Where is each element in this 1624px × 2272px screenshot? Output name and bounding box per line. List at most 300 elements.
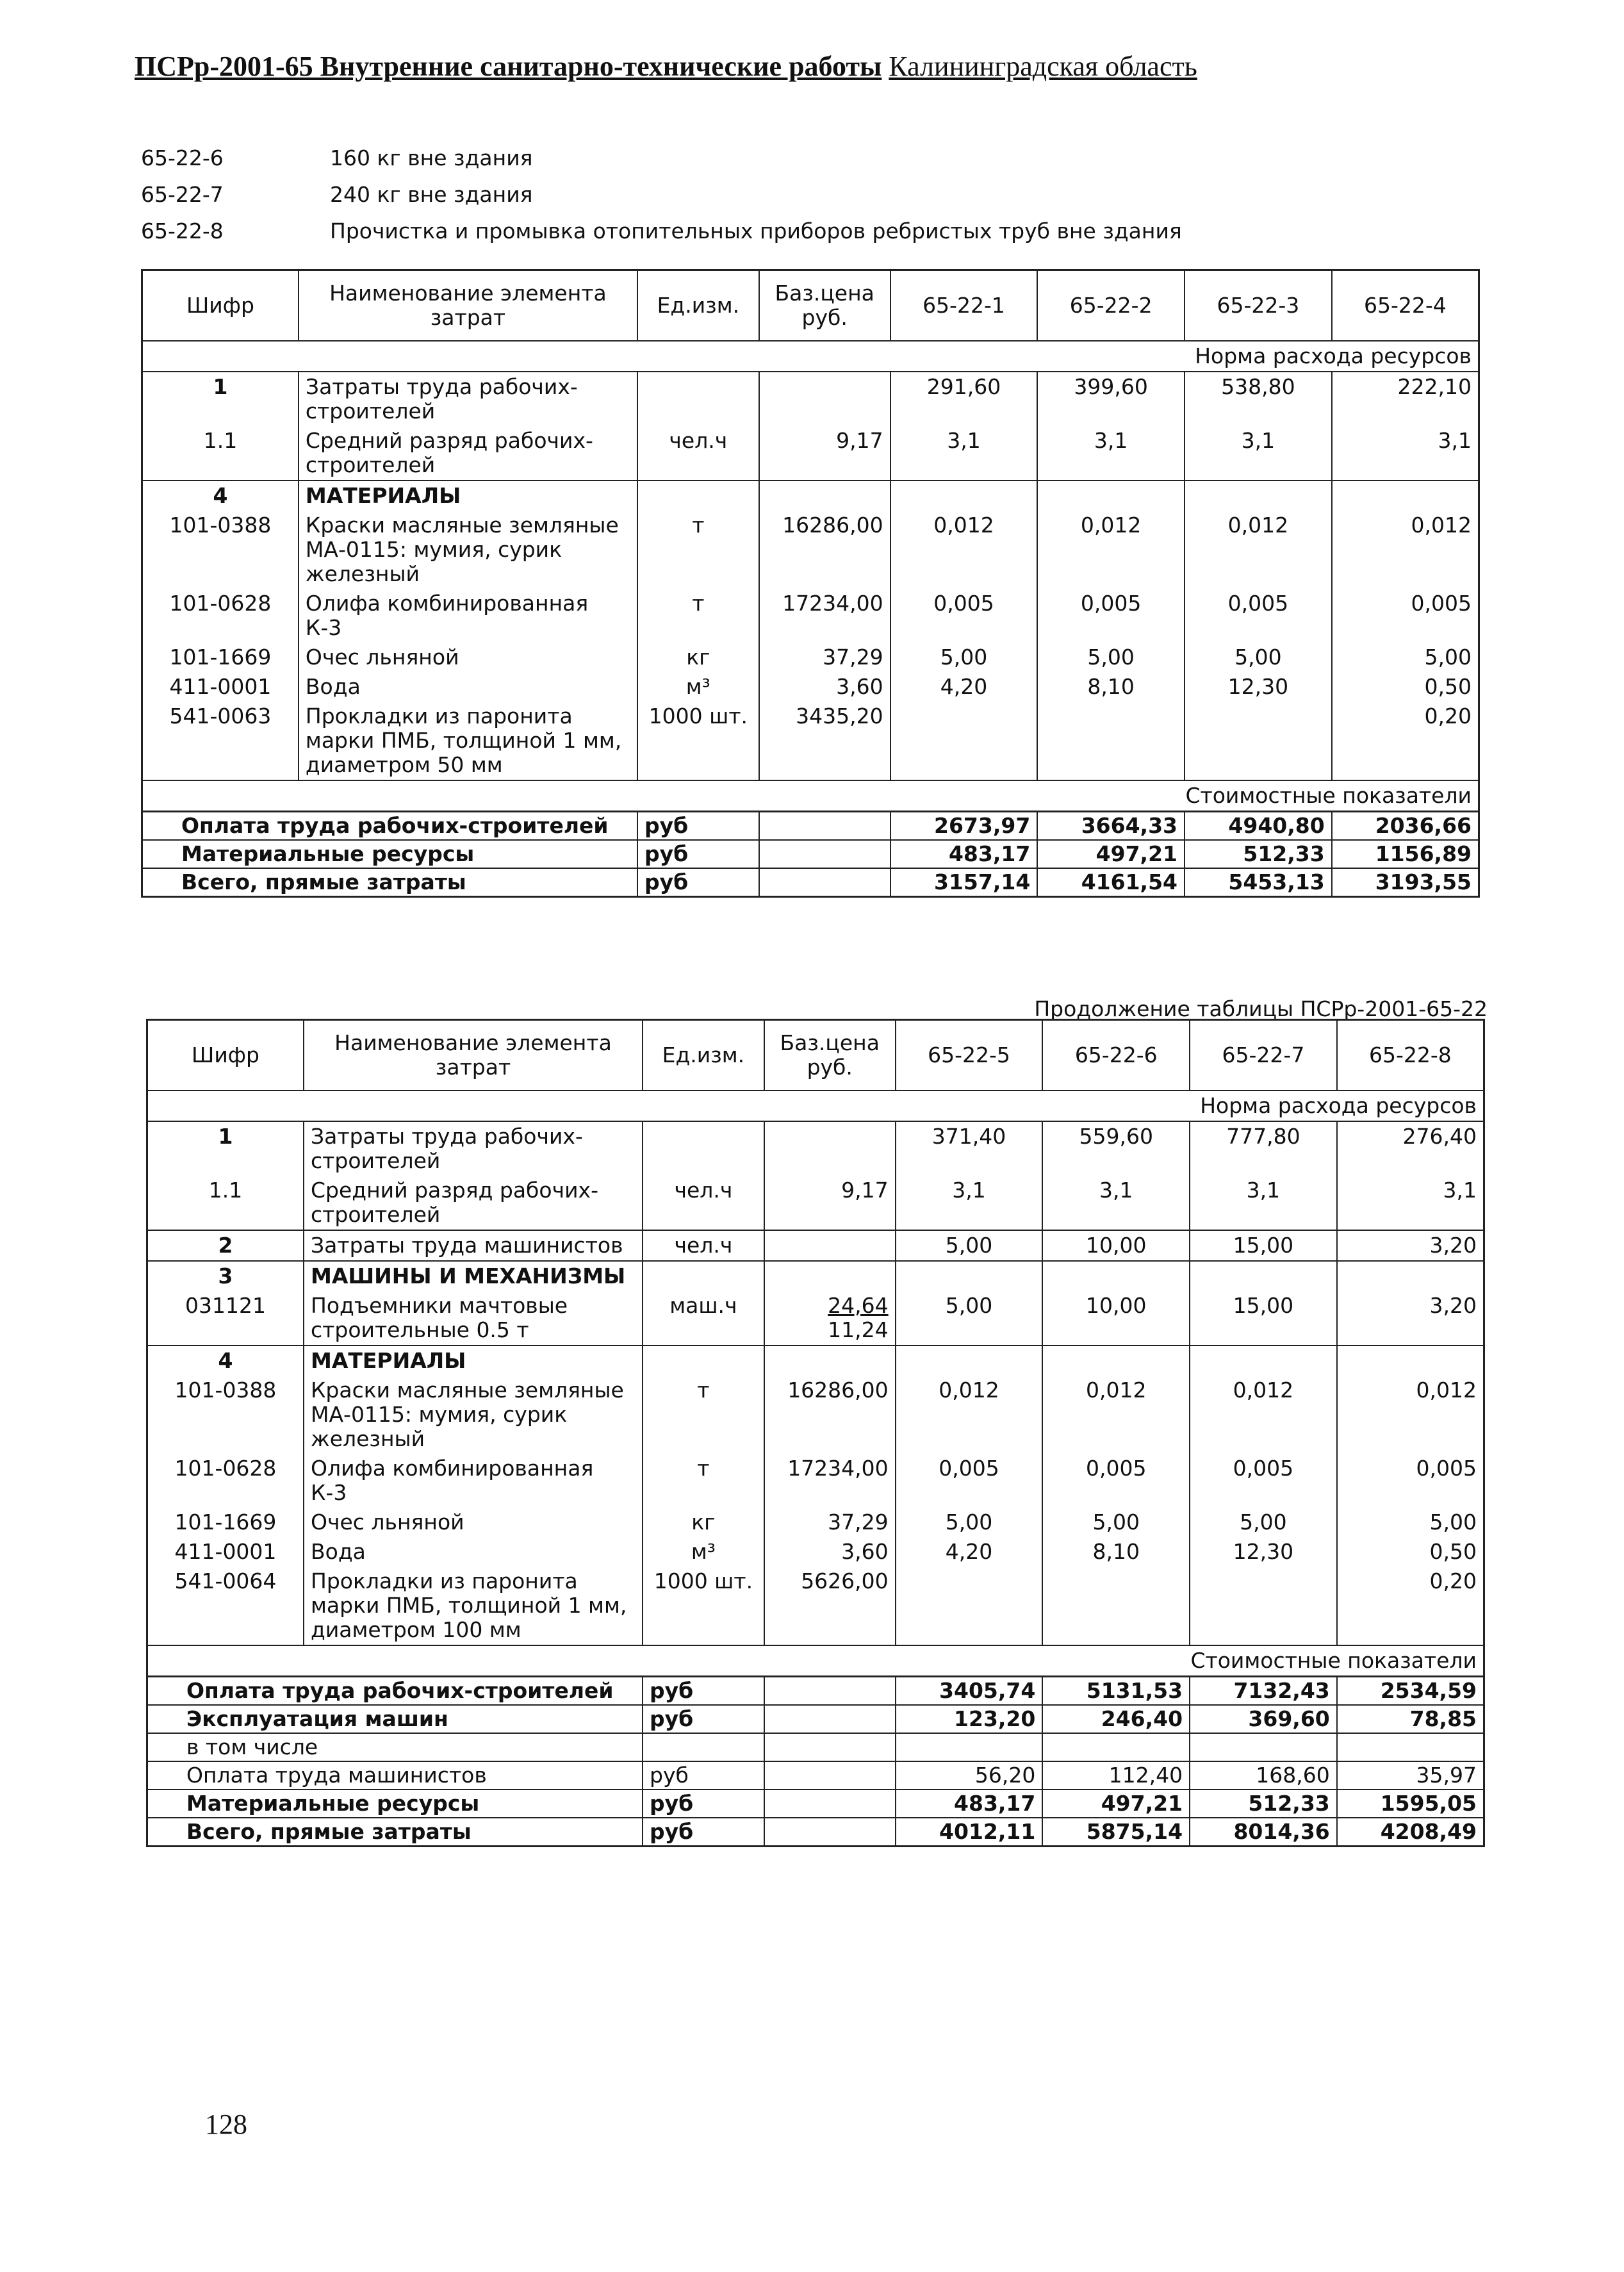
table-row <box>142 672 1479 702</box>
summary-value: 3193,55 <box>1332 868 1479 897</box>
cell-code: 1.1 <box>142 426 299 481</box>
cell-unit <box>643 1261 764 1291</box>
cell-name: Затраты труда машинистов <box>304 1230 643 1261</box>
cell-value: 5,00 <box>896 1230 1043 1261</box>
cell-value <box>896 1346 1043 1376</box>
cell-unit: м³ <box>637 672 759 702</box>
cell-price <box>764 1567 896 1645</box>
summary-value: 1156,89 <box>1332 840 1479 868</box>
cell-price <box>759 672 890 702</box>
table-row <box>142 702 1479 780</box>
summary-value: 35,97 <box>1337 1761 1484 1790</box>
summary-unit: руб <box>637 812 759 841</box>
cell-code: 2 <box>147 1230 304 1261</box>
summary-value: 2673,97 <box>890 812 1038 841</box>
summary-value: 5875,14 <box>1042 1818 1190 1847</box>
table-row <box>147 1230 1484 1261</box>
summary-value: 168,60 <box>1190 1761 1337 1790</box>
col-variant-header: 65-22-6 <box>1042 1020 1190 1091</box>
col-code-header: Шифр <box>142 270 299 342</box>
cell-code: 101-0388 <box>147 1376 304 1454</box>
price-value: 37,29 <box>823 645 883 670</box>
cell-code: 031121 <box>147 1291 304 1346</box>
table-row <box>147 1261 1484 1291</box>
summary-unit: руб <box>643 1790 764 1818</box>
band-row <box>147 1091 1484 1121</box>
intro-text: 240 кг вне здания <box>330 182 533 207</box>
resource-table <box>146 1019 1485 1847</box>
band-row <box>142 341 1479 372</box>
price-value: 37,29 <box>828 1510 889 1535</box>
summary-price <box>764 1818 896 1847</box>
cost-band-label: Стоимостные показатели <box>147 1645 1484 1677</box>
intro-list <box>141 140 1182 249</box>
summary-price <box>764 1790 896 1818</box>
header-row <box>147 1020 1484 1091</box>
cell-unit: т <box>637 511 759 589</box>
cell-value: 15,00 <box>1190 1230 1337 1261</box>
cell-value <box>1037 481 1185 511</box>
col-name-header: Наименование элемента затрат <box>304 1020 643 1091</box>
header-region: Калининградская область <box>889 51 1197 82</box>
summary-value: 2036,66 <box>1332 812 1479 841</box>
cell-value: 0,50 <box>1429 1539 1477 1564</box>
cell-value: 0,005 <box>1042 1454 1190 1508</box>
table-row <box>147 1454 1484 1508</box>
page-number: 128 <box>205 2109 247 2140</box>
intro-item <box>141 176 1182 213</box>
cell-name: Затраты труда рабочих-строителей <box>299 372 637 426</box>
summary-row <box>147 1761 1484 1790</box>
header-row <box>142 270 1479 342</box>
summary-value: 512,33 <box>1190 1790 1337 1818</box>
price-value: 17234,00 <box>787 1456 889 1481</box>
table-row <box>147 1376 1484 1454</box>
cell-name: Олифа комбинированная К-3 <box>304 1454 643 1508</box>
cell-value: 15,00 <box>1190 1291 1337 1346</box>
cell-value: 3,1 <box>1185 426 1332 481</box>
cell-price <box>764 1176 896 1230</box>
cell-value <box>1337 1261 1484 1291</box>
cell-value: 3,1 <box>1037 426 1185 481</box>
cell-code: 1 <box>142 372 299 426</box>
cell-unit: чел.ч <box>637 426 759 481</box>
cell-name: Подъемники мачтовые строительные 0.5 т <box>304 1291 643 1346</box>
intro-text: Прочистка и промывка отопительных приборов ребристых труб вне здания <box>330 218 1182 243</box>
cell-unit: т <box>637 589 759 643</box>
summary-value: 4161,54 <box>1037 868 1185 897</box>
norm-band-label: Норма расхода ресурсов <box>142 341 1479 372</box>
col-price-header: Баз.цена руб. <box>759 270 890 342</box>
price-value-2: 11,24 <box>828 1317 889 1342</box>
cell-value: 0,012 <box>890 511 1038 589</box>
cell-code: 411-0001 <box>142 672 299 702</box>
cell-value <box>1337 1346 1484 1376</box>
cell-price <box>764 1508 896 1537</box>
table-row <box>147 1291 1484 1346</box>
cell-value <box>890 481 1038 511</box>
page-header <box>135 50 1197 83</box>
cell-code: 101-0628 <box>147 1454 304 1508</box>
cell-code: 4 <box>147 1346 304 1376</box>
summary-row <box>147 1705 1484 1733</box>
col-variant-header: 65-22-5 <box>896 1020 1043 1091</box>
summary-value: 497,21 <box>1037 840 1185 868</box>
table-row <box>147 1567 1484 1645</box>
norm-band-label: Норма расхода ресурсов <box>147 1091 1484 1121</box>
cell-value: 0,012 <box>1190 1376 1337 1454</box>
cell-value: 0,20 <box>1337 1567 1484 1645</box>
summary-unit <box>643 1733 764 1761</box>
col-variant-header: 65-22-3 <box>1185 270 1332 342</box>
cell-name: Затраты труда рабочих-строителей <box>304 1121 643 1176</box>
cell-value <box>1042 1261 1190 1291</box>
summary-name: Оплата труда рабочих-строителей <box>147 1677 643 1706</box>
cell-price <box>764 1537 896 1567</box>
summary-name: Материальные ресурсы <box>147 1790 643 1818</box>
summary-unit: руб <box>643 1761 764 1790</box>
cell-name: Краски масляные земляные МА-0115: мумия, сурик железный <box>304 1376 643 1454</box>
summary-value: 3157,14 <box>890 868 1038 897</box>
cell-price <box>764 1121 896 1176</box>
cell-value: 538,80 <box>1185 372 1332 426</box>
summary-value: 5131,53 <box>1042 1677 1190 1706</box>
cell-value: 0,005 <box>1190 1454 1337 1508</box>
summary-value: 246,40 <box>1042 1705 1190 1733</box>
table-row <box>142 426 1479 481</box>
cell-unit: чел.ч <box>643 1230 764 1261</box>
header-title: ПСРр-2001-65 Внутренние санитарно-технические работы <box>135 51 882 82</box>
cell-value: 5,00 <box>1190 1508 1337 1537</box>
cell-value <box>1190 1346 1337 1376</box>
summary-value <box>1190 1733 1337 1761</box>
cell-value: 0,012 <box>1037 511 1185 589</box>
summary-row <box>142 812 1479 841</box>
cell-value: 0,005 <box>1037 589 1185 643</box>
intro-code: 65-22-6 <box>141 145 224 170</box>
cell-price <box>759 643 890 672</box>
summary-value: 7132,43 <box>1190 1677 1337 1706</box>
cell-value: 3,20 <box>1337 1230 1484 1261</box>
summary-name: Всего, прямые затраты <box>147 1818 643 1847</box>
cell-unit <box>643 1121 764 1176</box>
table-row <box>142 643 1479 672</box>
cell-value: 559,60 <box>1042 1121 1190 1176</box>
cell-name: Краски масляные земляные МА-0115: мумия, сурик железный <box>299 511 637 589</box>
cell-value: 10,00 <box>1042 1291 1190 1346</box>
cell-value: 3,1 <box>890 426 1038 481</box>
summary-name: Материальные ресурсы <box>142 840 637 868</box>
cell-value: 5,00 <box>1429 1510 1477 1535</box>
summary-value: 3664,33 <box>1037 812 1185 841</box>
col-variant-header: 65-22-4 <box>1332 270 1479 342</box>
intro-item <box>141 213 1182 249</box>
cell-value: 0,005 <box>1185 589 1332 643</box>
summary-price <box>764 1761 896 1790</box>
summary-unit: руб <box>637 840 759 868</box>
cell-value: 3,1 <box>1332 426 1479 481</box>
cell-unit: м³ <box>643 1537 764 1567</box>
summary-price <box>764 1733 896 1761</box>
cell-price <box>759 702 890 780</box>
cell-name: Прокладки из паронита марки ПМБ, толщиной 1 мм, диаметром 50 мм <box>299 702 637 780</box>
col-unit-header: Ед.изм. <box>637 270 759 342</box>
cell-unit: 1000 шт. <box>637 702 759 780</box>
col-unit-header: Ед.изм. <box>643 1020 764 1091</box>
cost-band-label: Стоимостные показатели <box>142 780 1479 812</box>
table-row <box>147 1508 1484 1537</box>
price-value: 3,60 <box>836 674 883 699</box>
summary-unit: руб <box>637 868 759 897</box>
cell-code: 101-0628 <box>142 589 299 643</box>
cell-value <box>890 702 1038 780</box>
summary-name: Оплата труда машинистов <box>147 1761 643 1790</box>
price-value: 16286,00 <box>782 513 883 538</box>
cell-unit: кг <box>637 643 759 672</box>
summary-value: 8014,36 <box>1190 1818 1337 1847</box>
continuation-caption: Продолжение таблицы ПСРр-2001-65-22 <box>1034 996 1488 1021</box>
cell-price <box>764 1346 896 1376</box>
cell-value: 3,1 <box>896 1176 1043 1230</box>
intro-text: 160 кг вне здания <box>330 145 533 170</box>
cell-value <box>1037 702 1185 780</box>
intro-item <box>141 140 1182 176</box>
intro-code: 65-22-8 <box>141 218 224 243</box>
cell-name: Прокладки из паронита марки ПМБ, толщиной 1 мм, диаметром 100 мм <box>304 1567 643 1645</box>
cell-code: 541-0063 <box>142 702 299 780</box>
cell-unit <box>643 1346 764 1376</box>
cell-unit: кг <box>643 1508 764 1537</box>
cell-value: 5,00 <box>896 1508 1043 1537</box>
cell-value: 0,012 <box>1042 1376 1190 1454</box>
col-price-header: Баз.цена руб. <box>764 1020 896 1091</box>
summary-value: 5453,13 <box>1185 868 1332 897</box>
summary-value: 1595,05 <box>1337 1790 1484 1818</box>
cell-value: 0,012 <box>896 1376 1043 1454</box>
table-row <box>142 372 1479 426</box>
cell-value <box>896 1567 1043 1645</box>
col-variant-header: 65-22-8 <box>1337 1020 1484 1091</box>
resource-table <box>141 269 1480 898</box>
price-value: 16286,00 <box>787 1378 889 1403</box>
cell-value <box>1185 481 1332 511</box>
price-value: 3,60 <box>841 1539 889 1564</box>
summary-name: Всего, прямые затраты <box>142 868 637 897</box>
cell-code: 3 <box>147 1261 304 1291</box>
cell-unit: т <box>643 1376 764 1454</box>
table-row <box>147 1537 1484 1567</box>
cell-value: 0,005 <box>1411 591 1472 616</box>
summary-name: в том числе <box>147 1733 643 1761</box>
summary-value: 4012,11 <box>896 1818 1043 1847</box>
table-row <box>147 1176 1484 1230</box>
cell-name: Вода <box>299 672 637 702</box>
summary-name: Оплата труда рабочих-строителей <box>142 812 637 841</box>
summary-price <box>764 1677 896 1706</box>
cell-value: 5,00 <box>1185 643 1332 672</box>
table-row <box>142 589 1479 643</box>
cell-value: 3,20 <box>1337 1291 1484 1346</box>
cell-code: 4 <box>142 481 299 511</box>
summary-unit: руб <box>643 1705 764 1733</box>
summary-value: 497,21 <box>1042 1790 1190 1818</box>
cell-value: 5,00 <box>890 643 1038 672</box>
summary-value: 3405,74 <box>896 1677 1043 1706</box>
summary-unit: руб <box>643 1818 764 1847</box>
col-variant-header: 65-22-2 <box>1037 270 1185 342</box>
cell-name: Очес льняной <box>299 643 637 672</box>
cell-name: МАТЕРИАЛЫ <box>304 1346 643 1376</box>
cell-unit <box>637 481 759 511</box>
price-value: 24,64 <box>828 1293 889 1318</box>
summary-row <box>142 868 1479 897</box>
summary-value: 123,20 <box>896 1705 1043 1733</box>
price-value: 3435,20 <box>796 704 883 729</box>
summary-value: 56,20 <box>896 1761 1043 1790</box>
table-row <box>147 1121 1484 1176</box>
cell-price <box>764 1376 896 1454</box>
cell-value <box>896 1261 1043 1291</box>
cell-price <box>764 1261 896 1291</box>
cell-unit: маш.ч <box>643 1291 764 1346</box>
cell-value: 0,20 <box>1332 702 1479 780</box>
summary-value: 2534,59 <box>1337 1677 1484 1706</box>
summary-value: 512,33 <box>1185 840 1332 868</box>
cell-unit <box>637 372 759 426</box>
price-value: 5626,00 <box>801 1568 889 1593</box>
summary-row <box>142 840 1479 868</box>
cell-price <box>759 481 890 511</box>
cell-name: Средний разряд рабочих-строителей <box>299 426 637 481</box>
cell-unit: чел.ч <box>643 1176 764 1230</box>
cell-value <box>1332 481 1479 511</box>
cell-value: 371,40 <box>896 1121 1043 1176</box>
cell-name: Очес льняной <box>304 1508 643 1537</box>
cell-value: 399,60 <box>1037 372 1185 426</box>
summary-value: 483,17 <box>896 1790 1043 1818</box>
cell-value: 0,005 <box>890 589 1038 643</box>
summary-price <box>764 1705 896 1733</box>
intro-code: 65-22-7 <box>141 182 224 207</box>
cell-value: 291,60 <box>890 372 1038 426</box>
cell-price <box>764 1230 896 1261</box>
band-row <box>142 780 1479 812</box>
cell-price <box>759 511 890 589</box>
cell-value: 0,50 <box>1424 674 1472 699</box>
col-code-header: Шифр <box>147 1020 304 1091</box>
cell-value: 0,012 <box>1185 511 1332 589</box>
band-row <box>147 1645 1484 1677</box>
cell-value: 5,00 <box>1042 1508 1190 1537</box>
cell-value: 8,10 <box>1037 672 1185 702</box>
cell-name: Вода <box>304 1537 643 1567</box>
table-row <box>142 511 1479 589</box>
cell-code: 411-0001 <box>147 1537 304 1567</box>
summary-value <box>1042 1733 1190 1761</box>
col-name-header: Наименование элемента затрат <box>299 270 637 342</box>
summary-price <box>759 840 890 868</box>
cell-value: 3,1 <box>1337 1176 1484 1230</box>
cell-value: 276,40 <box>1402 1124 1477 1149</box>
cell-price <box>764 1454 896 1508</box>
cell-code: 101-1669 <box>142 643 299 672</box>
price-value: 9,17 <box>841 1178 889 1203</box>
cell-price <box>764 1291 896 1346</box>
summary-value: 4208,49 <box>1337 1818 1484 1847</box>
cell-code: 541-0064 <box>147 1567 304 1645</box>
table-row <box>142 481 1479 511</box>
summary-unit: руб <box>643 1677 764 1706</box>
cell-value: 8,10 <box>1042 1537 1190 1567</box>
cell-price <box>759 589 890 643</box>
cell-value: 10,00 <box>1042 1230 1190 1261</box>
summary-value: 369,60 <box>1190 1705 1337 1733</box>
price-value: 17234,00 <box>782 591 883 616</box>
cell-value <box>1190 1567 1337 1645</box>
cell-unit: т <box>643 1454 764 1508</box>
cell-value <box>1042 1567 1190 1645</box>
cell-price <box>759 372 890 426</box>
cell-value: 0,012 <box>1416 1378 1477 1403</box>
cell-name: МАТЕРИАЛЫ <box>299 481 637 511</box>
summary-row <box>147 1733 1484 1761</box>
cell-value: 0,012 <box>1411 513 1472 538</box>
cell-value: 5,00 <box>1037 643 1185 672</box>
table-row <box>147 1346 1484 1376</box>
cell-value: 222,10 <box>1397 374 1472 399</box>
col-variant-header: 65-22-1 <box>890 270 1038 342</box>
cell-value: 3,1 <box>1190 1176 1337 1230</box>
col-variant-header: 65-22-7 <box>1190 1020 1337 1091</box>
cell-name: Олифа комбинированная К-3 <box>299 589 637 643</box>
summary-value: 483,17 <box>890 840 1038 868</box>
cell-value: 777,80 <box>1190 1121 1337 1176</box>
cell-value <box>1190 1261 1337 1291</box>
cell-name: Средний разряд рабочих-строителей <box>304 1176 643 1230</box>
summary-row <box>147 1790 1484 1818</box>
cell-value <box>1042 1346 1190 1376</box>
cell-value: 0,005 <box>1416 1456 1477 1481</box>
cell-value: 4,20 <box>896 1537 1043 1567</box>
cell-code: 1 <box>147 1121 304 1176</box>
cell-unit: 1000 шт. <box>643 1567 764 1645</box>
cell-price <box>759 426 890 481</box>
summary-value: 112,40 <box>1042 1761 1190 1790</box>
price-value: 9,17 <box>836 428 883 453</box>
summary-row <box>147 1818 1484 1847</box>
summary-price <box>759 812 890 841</box>
cell-code: 101-0388 <box>142 511 299 589</box>
cell-value: 3,1 <box>1042 1176 1190 1230</box>
cell-value: 0,005 <box>896 1454 1043 1508</box>
summary-value: 78,85 <box>1337 1705 1484 1733</box>
summary-value <box>1337 1733 1484 1761</box>
cell-value: 4,20 <box>890 672 1038 702</box>
cell-value: 5,00 <box>1424 645 1472 670</box>
summary-row <box>147 1677 1484 1706</box>
cell-value: 5,00 <box>896 1291 1043 1346</box>
summary-name: Эксплуатация машин <box>147 1705 643 1733</box>
cell-value: 12,30 <box>1185 672 1332 702</box>
summary-price <box>759 868 890 897</box>
summary-value: 4940,80 <box>1185 812 1332 841</box>
cell-code: 101-1669 <box>147 1508 304 1537</box>
cell-code: 1.1 <box>147 1176 304 1230</box>
summary-value <box>896 1733 1043 1761</box>
cell-value: 12,30 <box>1190 1537 1337 1567</box>
cell-value <box>1185 702 1332 780</box>
cell-name: МАШИНЫ И МЕХАНИЗМЫ <box>304 1261 643 1291</box>
